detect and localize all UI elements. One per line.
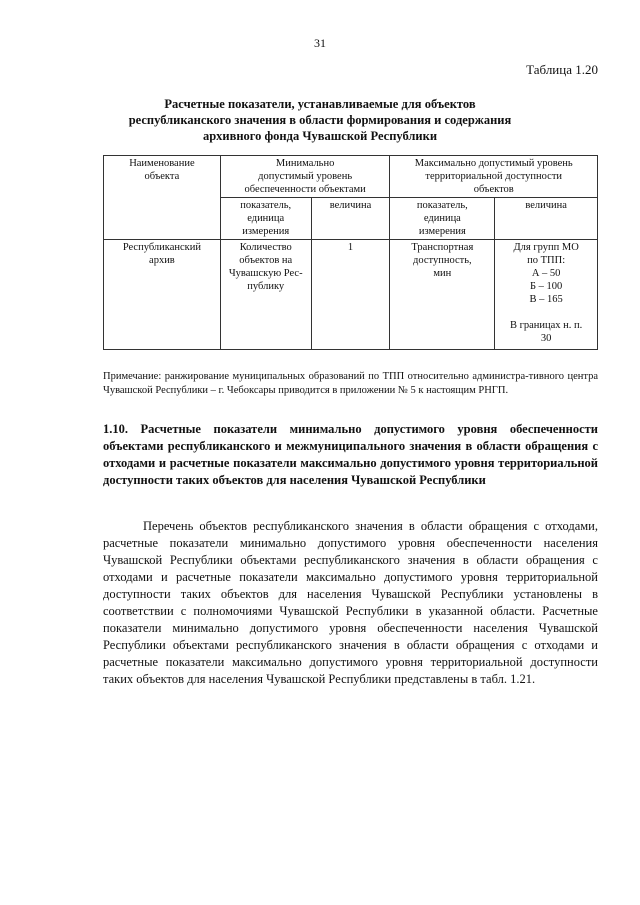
section-heading: 1.10. Расчетные показатели минимально допустимого уровня обеспеченности объектами республиканского и межмуниципального значения в области обращения с отходами и расчетные показатели максимально допустимого уровня территориальной доступности таких объектов для населения Чувашской Республики [103, 422, 598, 487]
table-label: Таблица 1.20 [526, 62, 598, 77]
table-note: Примечание: ранжирование муниципальных образований по ТПП относительно администра-тивного центра Чувашской Республики – г. Чебоксары приводится в приложении № 5 к настоящим РНГП. [103, 371, 598, 396]
body-text [103, 518, 598, 688]
table-title: Расчетные показатели, устанавливаемые для объектов республиканского значения в области формирования и содержания архивного фонда Чувашской Республики [128, 97, 512, 143]
header-max-group: Максимально допустимый уровень территориальной доступности объектов [390, 156, 598, 198]
header-name-col: Наименование объекта [104, 156, 221, 240]
row-min-value: 1 [311, 240, 390, 350]
data-table [103, 155, 598, 350]
body-paragraph: Перечень объектов республиканского значения в области обращения с отходами, расчетные показатели минимально допустимого уровня обеспеченности населения Чувашской Республики объектами республиканского значения в области обращения с отходами и расчетные показатели максимально допустимого уровня территориальной доступности таких объектов для населения Чувашской Республики установлены в соответствии с полномочиями Чувашской Республики в указанной области. Расчетные показатели минимально допустимого уровня обеспеченности населения Чувашской Республики объектами республиканского значения в области обращения с отходами и расчетные показатели максимально допустимого уровня территориальной доступности таких объектов для населения Чувашской Республики представлены в табл. 1.21. [103, 519, 598, 686]
header-min-indicator: показатель, единица измерения [220, 198, 311, 240]
header-min-value: величина [311, 198, 390, 240]
row-max-indicator: Транспортная доступность, мин [390, 240, 495, 350]
row-max-value: Для групп МО по ТПП: А – 50 Б – 100 В – 165 В границах н. п. 30 [495, 240, 598, 350]
header-max-indicator: показатель, единица измерения [390, 198, 495, 240]
row-min-indicator: Количество объектов на Чувашскую Рес- публику [220, 240, 311, 350]
header-max-value: величина [495, 198, 598, 240]
page-number: 31 [314, 36, 326, 50]
header-min-group: Минимально допустимый уровень обеспеченности объектами [220, 156, 390, 198]
row-name: Республиканский архив [104, 240, 221, 350]
